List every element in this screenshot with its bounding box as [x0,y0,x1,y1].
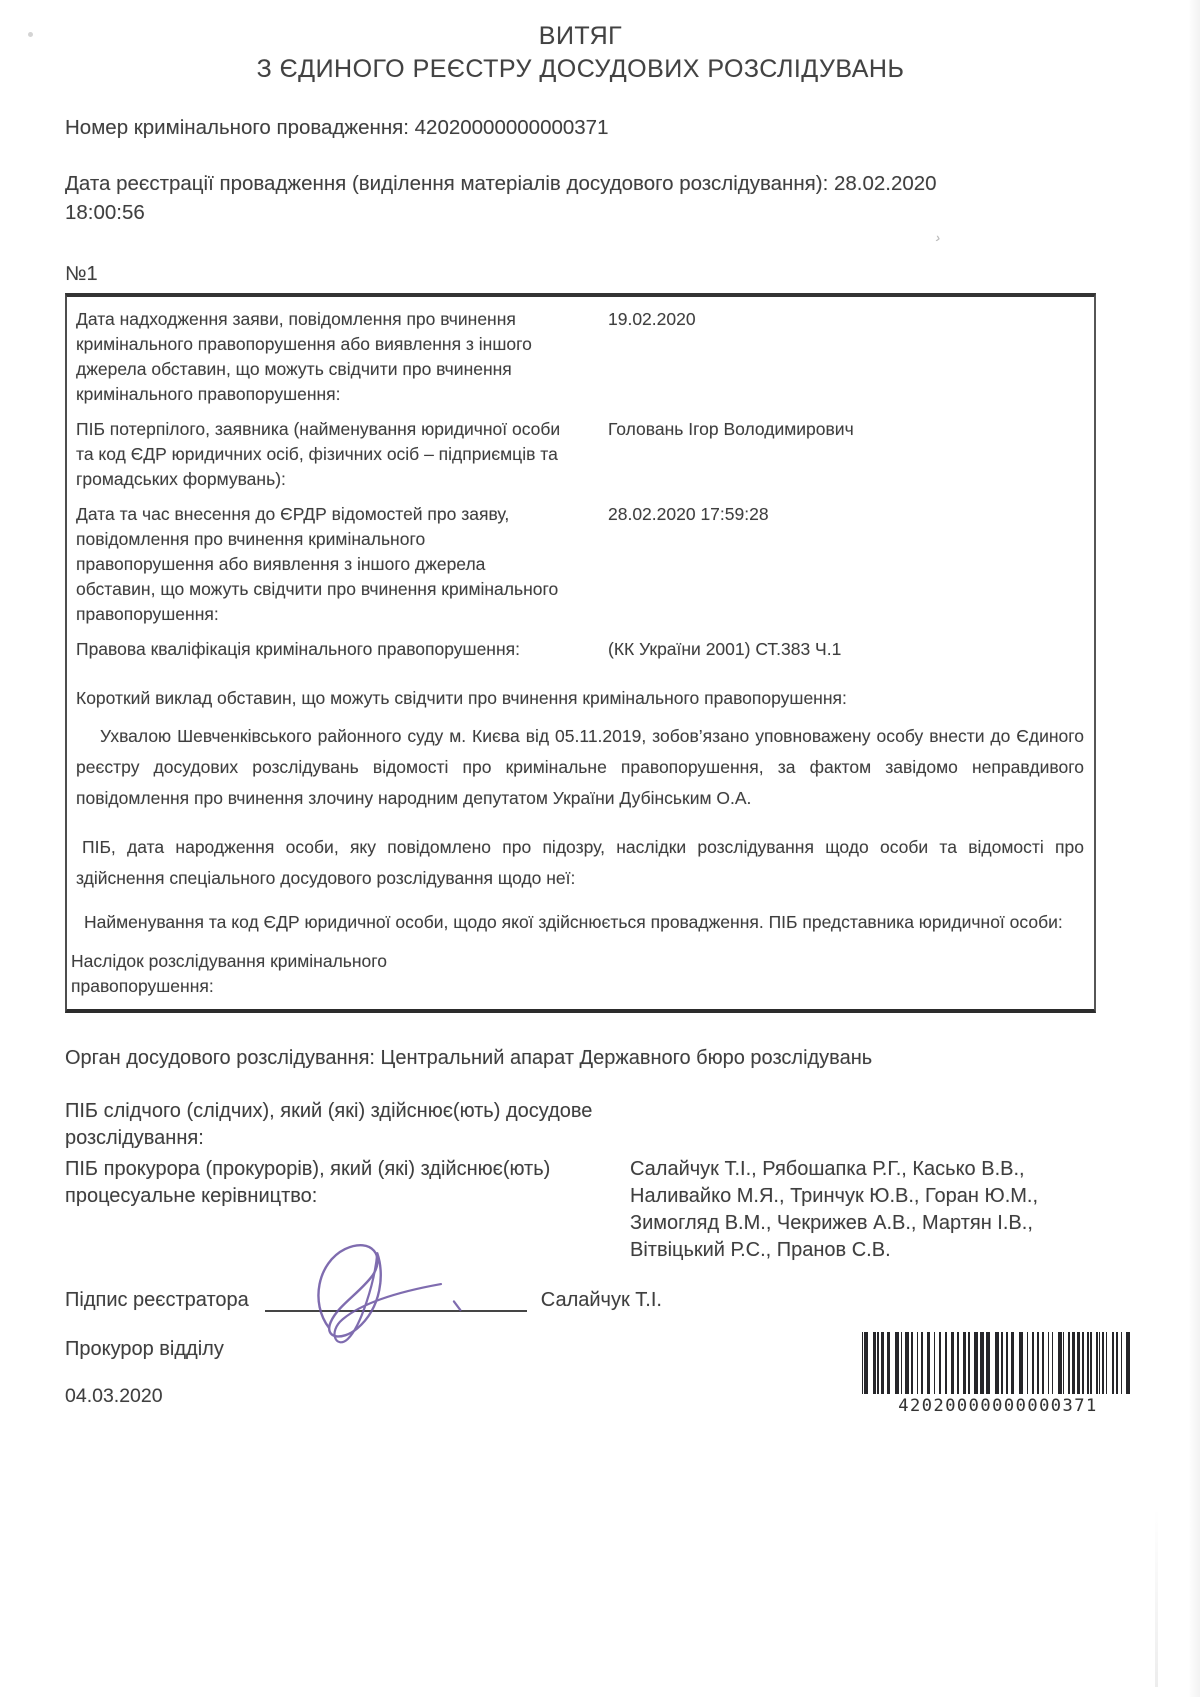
barcode [862,1332,1134,1394]
registration-date-part1: Дата реєстрації провадження (виділення матеріалів досудового розслідування): 28.02.2020 [65,172,937,195]
signature-line [265,1286,527,1312]
row-value: 19.02.2020 [608,309,696,329]
row-label: ПІБ потерпілого, заявника (найменування юридичної особи та код ЄДР юридичних осіб, фізичних осіб – підприємців та громадських формувань): [76,419,561,489]
table-row [76,417,1084,492]
summary-heading: Короткий виклад обставин, що можуть свідчити про вчинення кримінального правопорушення: [76,688,847,708]
summary-text: Ухвалою Шевченківського районного суду м. Києва від 05.11.2019, зобов’язано уповноважену особу внести до Єдиного реєстру досудових розслідувань відомості про кримінальне правопорушення, за фактом завідомо неправдивого повідомлення про вчинення злочину народним депутатом України Дубінським О.А. [76,726,1084,808]
signature-label: Підпис реєстратора [65,1289,249,1311]
record-table [65,293,1096,1013]
document-title: ВИТЯГ [538,22,623,50]
investigator-value-empty [630,1098,1096,1152]
row-label: Дата надходження заяви, повідомлення про вчинення кримінального правопорушення або виявлення з іншого джерела обставин, що можуть свідчити про вчинення кримінального правопорушення: [76,309,532,404]
scan-edge-shadow [1188,0,1200,1697]
document-content [65,0,1096,1408]
investigation-body-line: Орган досудового розслідування: Центральний апарат Державного бюро розслідувань [65,1047,873,1069]
registration-date-line [65,169,1096,227]
document-subtitle: З ЄДИНОГО РЕЄСТРУ ДОСУДОВИХ РОЗСЛІДУВАНЬ [256,55,905,83]
scan-artifact [28,32,33,37]
scan-edge-shadow [1155,1507,1158,1687]
row-value: Головань Ігор Володимирович [608,419,854,439]
table-row [76,307,1084,407]
document-date: 04.03.2020 [65,1385,163,1407]
investigator-label-text: ПІБ слідчого (слідчих), який (які) здійснює(ють) досудове розслідування: [65,1100,593,1149]
document-header [65,0,1096,86]
barcode-block [862,1332,1134,1416]
case-number-line: Номер кримінального провадження: 42020000000000371 [65,116,609,139]
record-number: №1 [65,263,98,285]
registration-date-part2: 18:00:56 [65,201,145,224]
prosecutor-row [65,1156,1096,1264]
row-label: Наслідок розслідування кримінального правопорушення: [71,951,388,996]
registrar-title: Прокурор відділу [65,1338,224,1360]
signature-row [65,1286,1096,1312]
table-row-outcome [71,949,1084,999]
legal-entity-heading: Найменування та код ЄДР юридичної особи, щодо якої здійснюється провадження. ПІБ представника юридичної особи: [84,912,1063,932]
row-label: Правова кваліфікація кримінального правопорушення: [76,639,520,659]
investigator-row [65,1098,1096,1152]
row-value: 28.02.2020 17:59:28 [608,504,769,524]
prosecutor-label-text: ПІБ прокурора (прокурорів), який (які) здійснює(ють) процесуальне керівництво: [65,1158,551,1207]
barcode-value: 42020000000000371 [898,1396,1098,1416]
row-value: (КК України 2001) СТ.383 Ч.1 [608,639,842,659]
table-row [76,637,1084,662]
prosecutors-list: Салайчук Т.І., Рябошапка Р.Г., Касько В.В., Наливайко М.Я., Тринчук Ю.В., Горан Ю.М., Зимогляд В.М., Чекрижев А.В., Мартян І.В., Вітвіцький Р.С., Пранов С.В. [630,1158,1039,1261]
row-label: Дата та час внесення до ЄРДР відомостей про заяву, повідомлення про вчинення кримінального правопорушення або виявлення з іншого джерела обставин, що можуть свідчити про вчинення кримінального правопорушення: [76,504,559,624]
investigator-label [65,1098,630,1152]
suspect-heading: ПІБ, дата народження особи, яку повідомлено про підозру, наслідки розслідування щодо особи та відомості про здійснення спеціального досудового розслідування щодо неї: [76,837,1084,888]
scan-artifact: › [934,229,942,246]
registrar-name: Салайчук Т.І. [540,1289,662,1311]
prosecutor-label [65,1156,630,1264]
table-row [76,502,1084,627]
